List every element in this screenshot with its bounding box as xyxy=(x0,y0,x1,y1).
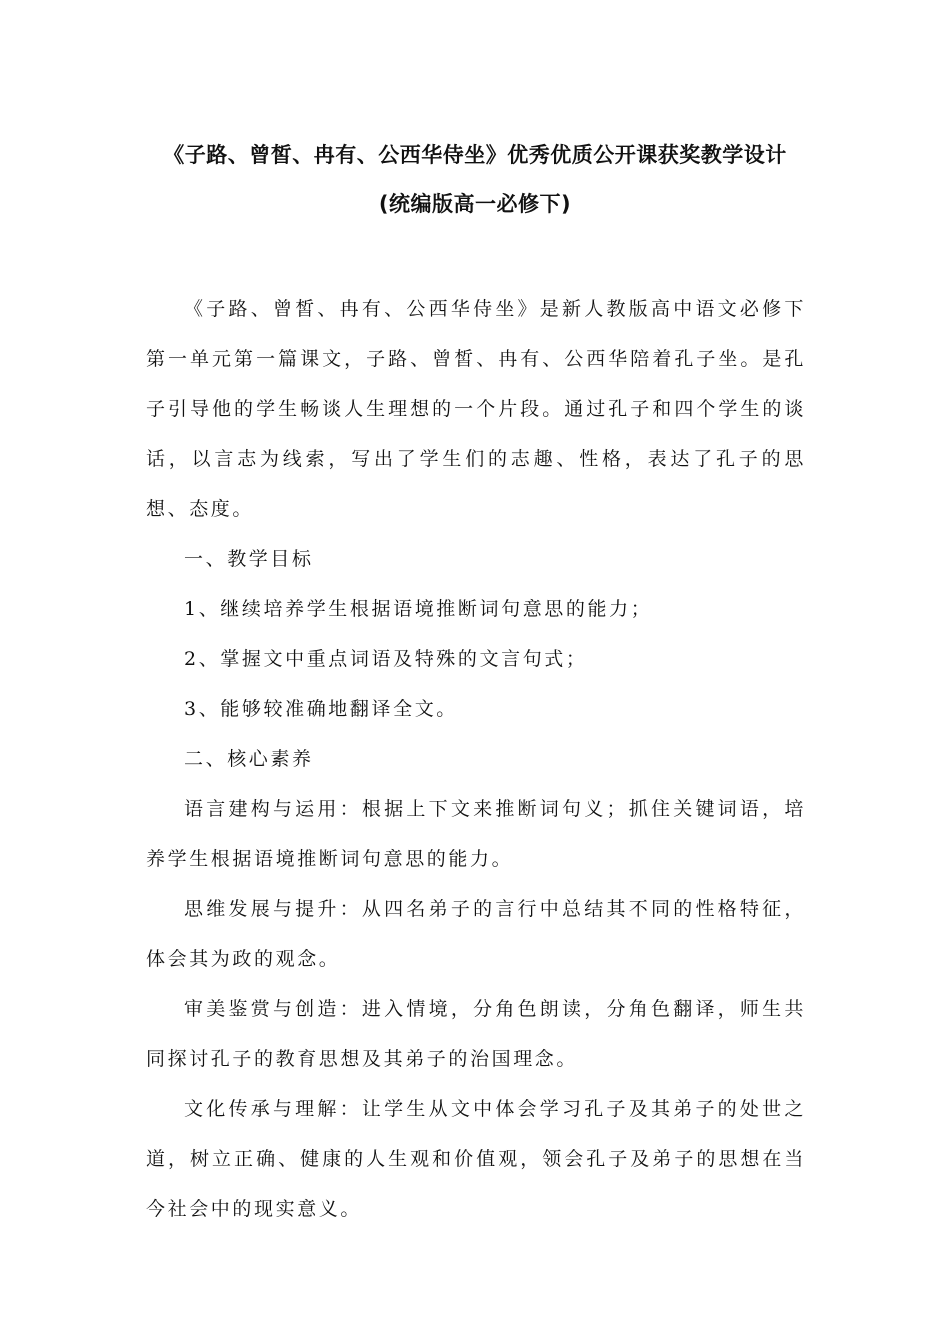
literacy-paragraph-aesthetics: 审美鉴赏与创造：进入情境，分角色朗读，分角色翻译，师生共同探讨孔子的教育思想及其弟子的治国理念。 xyxy=(146,998,806,1070)
literacy-paragraph-language: 语言建构与运用：根据上下文来推断词句义；抓住关键词语，培养学生根据语境推断词句意思的能力。 xyxy=(146,798,806,870)
document-body xyxy=(146,284,806,1234)
document-title: 《子路、曾皙、冉有、公西华侍坐》优秀优质公开课获奖教学设计 xyxy=(163,143,787,167)
goal-item-3: 3、能够较准确地翻译全文。 xyxy=(184,698,458,720)
goal-item-1: 1、继续培养学生根据语境推断词句意思的能力； xyxy=(184,598,653,620)
literacy-paragraph-thinking: 思维发展与提升：从四名弟子的言行中总结其不同的性格特征，体会其为政的观念。 xyxy=(146,898,806,970)
literacy-paragraph-culture: 文化传承与理解：让学生从文中体会学习孔子及其弟子的处世之道，树立正确、健康的人生观和价值观，领会孔子及弟子的思想在当今社会中的现实意义。 xyxy=(146,1098,806,1220)
document-subtitle: (统编版高一必修下) xyxy=(378,192,572,216)
section-heading-core-literacy: 二、核心素养 xyxy=(184,748,314,770)
intro-paragraph: 《子路、曾皙、冉有、公西华侍坐》是新人教版高中语文必修下第一单元第一篇课文，子路、曾皙、冉有、公西华陪着孔子坐。是孔子引导他的学生畅谈人生理想的一个片段。通过孔子和四个学生的谈话，以言志为线索，写出了学生们的志趣、性格，表达了孔子的思想、态度。 xyxy=(146,298,806,520)
goal-item-2: 2、掌握文中重点词语及特殊的文言句式； xyxy=(184,648,588,670)
section-heading-teaching-goals: 一、教学目标 xyxy=(184,548,314,570)
